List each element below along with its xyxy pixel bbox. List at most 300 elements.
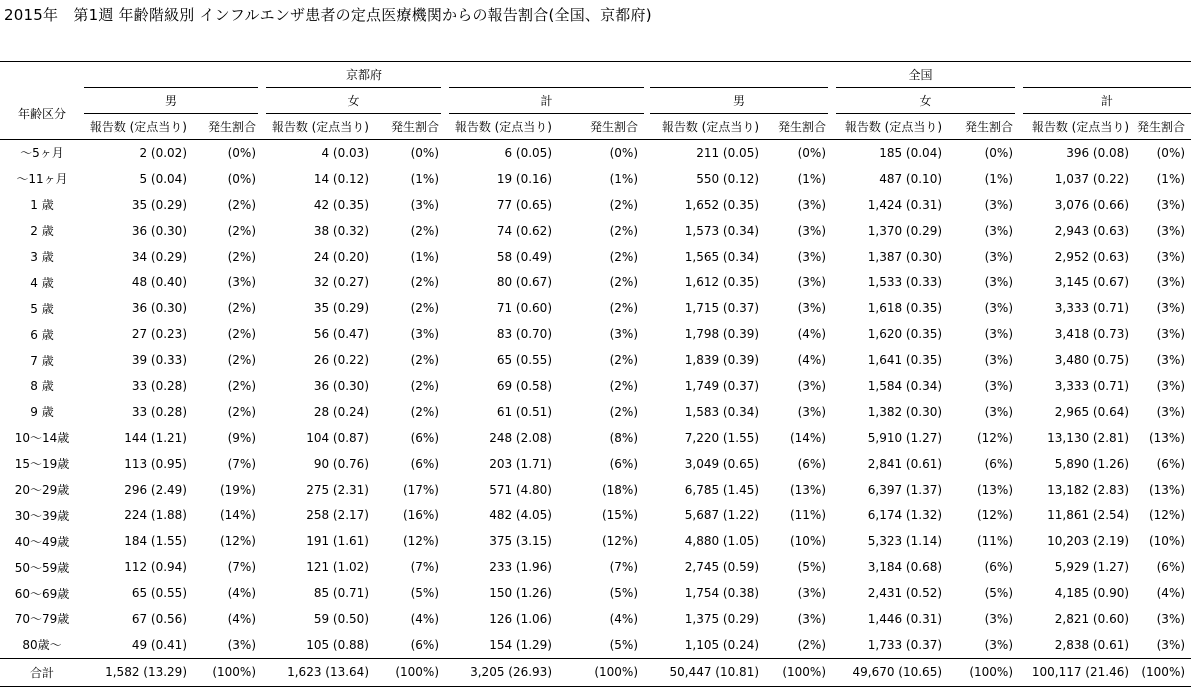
report-count-cell: 104 (0.87) [306,430,369,445]
report-count-cell: 105 (0.88) [306,637,369,652]
occurrence-rate-cell: (100%) [375,658,445,686]
occurrence-rate-cell: (2%) [227,378,256,393]
occurrence-rate-cell: (2%) [410,275,439,290]
report-count-cell: 59 (0.50) [313,611,369,626]
column-header-rate: 発生割合 [765,114,832,140]
occurrence-rate-cell: (3%) [984,637,1014,652]
report-count-cell: 5,323 (1.14) [867,534,943,549]
report-count-cell: 4 (0.03) [321,145,369,160]
occurrence-rate-cell: (2%) [609,249,639,264]
report-count-cell: 113 (0.95) [124,456,187,471]
occurrence-rate-cell: (3%) [1156,353,1186,368]
report-count-cell: 1,037 (0.22) [1054,171,1130,186]
report-count-cell: 2,841 (0.61) [867,456,943,471]
table-row [0,502,1191,528]
occurrence-rate-cell: (3%) [984,301,1014,316]
occurrence-rate-cell: (7%) [227,456,256,471]
report-count-cell: 2,745 (0.59) [684,560,760,575]
report-count-cell: 7,220 (1.55) [684,430,760,445]
table-row [0,451,1191,477]
report-count-cell: 2,952 (0.63) [1054,249,1130,264]
occurrence-rate-cell: (3%) [1156,301,1186,316]
influenza-report-table [0,61,1191,687]
report-count-cell: 396 (0.08) [1066,145,1130,160]
report-count-cell: 42 (0.35) [313,197,369,212]
occurrence-rate-cell: (100%) [1135,658,1191,686]
occurrence-rate-cell: (6%) [984,560,1014,575]
sex-header-male-national: 男 [650,88,832,114]
report-count-cell: 1,652 (0.35) [684,197,760,212]
report-count-cell: 50,447 (10.81) [650,658,765,686]
occurrence-rate-cell: (2%) [609,378,639,393]
report-count-cell: 550 (0.12) [696,171,760,186]
sex-header-total-national: 計 [1019,88,1191,114]
occurrence-rate-cell: (4%) [797,327,827,342]
age-group-label: 3 歳 [30,250,54,264]
occurrence-rate-cell: (3%) [797,275,827,290]
occurrence-rate-cell: (2%) [609,275,639,290]
occurrence-rate-cell: (100%) [558,658,644,686]
occurrence-rate-cell: (5%) [984,586,1014,601]
occurrence-rate-cell: (2%) [227,404,256,419]
report-count-cell: 275 (2.31) [306,482,369,497]
report-count-cell: 38 (0.32) [313,223,369,238]
report-count-cell: 4,880 (1.05) [684,534,760,549]
occurrence-rate-cell: (6%) [410,456,439,471]
occurrence-rate-cell: (2%) [410,353,439,368]
age-group-label: 5 歳 [30,301,54,316]
occurrence-rate-cell: (3%) [797,378,827,393]
report-count-cell: 1,798 (0.39) [684,327,760,342]
occurrence-rate-cell: (2%) [410,223,439,238]
report-count-cell: 2 (0.02) [139,145,187,160]
occurrence-rate-cell: (3%) [797,249,827,264]
occurrence-rate-cell: (0%) [984,145,1014,160]
report-count-cell: 184 (1.55) [124,534,187,549]
occurrence-rate-cell: (2%) [227,353,256,368]
occurrence-rate-cell: (12%) [402,534,439,549]
column-header-rate: 発生割合 [948,114,1019,140]
occurrence-rate-cell: (11%) [976,534,1014,549]
report-count-cell: 5 (0.04) [139,171,187,186]
age-group-label: 6 歳 [30,327,54,342]
occurrence-rate-cell: (1%) [797,171,827,186]
report-count-cell: 49 (0.41) [131,637,187,652]
table-row [0,295,1191,321]
age-group-label: 〜5ヶ月 [20,146,64,161]
report-count-cell: 126 (1.06) [489,611,552,626]
age-group-label: 15〜19歳 [14,457,70,472]
occurrence-rate-cell: (13%) [1148,430,1186,445]
report-count-cell: 3,205 (26.93) [445,658,558,686]
report-count-cell: 1,582 (13.29) [84,658,193,686]
occurrence-rate-cell: (2%) [227,197,256,212]
region-kyoto: 京都府 [84,62,644,88]
occurrence-rate-cell: (11%) [789,508,827,523]
occurrence-rate-cell: (2%) [609,353,639,368]
table-row [0,373,1191,399]
report-count-cell: 3,418 (0.73) [1054,327,1130,342]
sex-header-male-kyoto: 男 [84,88,262,114]
report-count-cell: 1,618 (0.35) [867,301,943,316]
report-count-cell: 36 (0.30) [313,378,369,393]
sex-header-female-national: 女 [832,88,1019,114]
report-count-cell: 32 (0.27) [313,275,369,290]
occurrence-rate-cell: (10%) [1148,534,1186,549]
occurrence-rate-cell: (2%) [227,223,256,238]
table-row [0,166,1191,192]
report-count-cell: 2,838 (0.61) [1054,637,1130,652]
report-count-cell: 1,839 (0.39) [684,353,760,368]
occurrence-rate-cell: (2%) [609,404,639,419]
region-header-row [0,62,1191,88]
report-count-cell: 482 (4.05) [489,508,552,523]
report-count-cell: 19 (0.16) [496,171,552,186]
report-count-cell: 1,754 (0.38) [684,586,760,601]
occurrence-rate-cell: (100%) [948,658,1019,686]
report-count-cell: 112 (0.94) [124,560,187,575]
report-count-cell: 571 (4.80) [489,482,552,497]
report-count-cell: 185 (0.04) [879,145,943,160]
report-count-cell: 6,174 (1.32) [867,508,943,523]
report-count-cell: 121 (1.02) [306,560,369,575]
age-group-label: 20〜29歳 [14,483,70,498]
report-count-cell: 65 (0.55) [496,353,552,368]
table-row [0,192,1191,218]
region-national: 全国 [650,62,1191,88]
report-count-cell: 1,620 (0.35) [867,327,943,342]
occurrence-rate-cell: (5%) [609,586,639,601]
column-header-rate: 発生割合 [1135,114,1191,140]
occurrence-rate-cell: (6%) [1156,456,1186,471]
occurrence-rate-cell: (0%) [797,145,827,160]
report-count-cell: 154 (1.29) [489,637,552,652]
report-count-cell: 13,182 (2.83) [1047,482,1130,497]
table-row [0,606,1191,632]
table-row [0,321,1191,347]
table-row [0,425,1191,451]
report-count-cell: 3,145 (0.67) [1054,275,1130,290]
table-row [0,218,1191,244]
column-header-count: 報告数 (定点当り) [84,114,193,140]
report-count-cell: 487 (0.10) [879,171,943,186]
occurrence-rate-cell: (6%) [797,456,827,471]
report-count-cell: 296 (2.49) [124,482,187,497]
occurrence-rate-cell: (14%) [219,508,256,523]
table-row [0,528,1191,554]
column-header-count: 報告数 (定点当り) [650,114,765,140]
occurrence-rate-cell: (12%) [219,534,256,549]
occurrence-rate-cell: (3%) [797,301,827,316]
total-label: 合計 [0,658,84,686]
occurrence-rate-cell: (3%) [797,197,827,212]
report-count-cell: 49,670 (10.65) [832,658,948,686]
sex-header-row [0,88,1191,114]
column-header-row [0,114,1191,140]
report-count-cell: 5,929 (1.27) [1054,560,1130,575]
occurrence-rate-cell: (3%) [227,637,256,652]
occurrence-rate-cell: (13%) [976,482,1014,497]
report-count-cell: 224 (1.88) [124,508,187,523]
occurrence-rate-cell: (7%) [609,560,639,575]
age-group-label: 40〜49歳 [14,534,70,549]
table-row [0,632,1191,658]
occurrence-rate-cell: (3%) [1156,637,1186,652]
report-count-cell: 4,185 (0.90) [1054,586,1130,601]
report-count-cell: 58 (0.49) [496,249,552,264]
occurrence-rate-cell: (5%) [609,637,639,652]
occurrence-rate-cell: (4%) [227,611,256,626]
occurrence-rate-cell: (7%) [410,560,439,575]
occurrence-rate-cell: (2%) [410,301,439,316]
report-count-cell: 2,821 (0.60) [1054,611,1130,626]
age-group-label: 1 歳 [30,198,54,213]
occurrence-rate-cell: (6%) [1156,560,1186,575]
occurrence-rate-cell: (14%) [789,430,827,445]
occurrence-rate-cell: (13%) [1148,482,1186,497]
occurrence-rate-cell: (10%) [789,534,827,549]
occurrence-rate-cell: (2%) [227,249,256,264]
report-count-cell: 191 (1.61) [306,534,369,549]
table-row [0,244,1191,270]
report-count-cell: 1,446 (0.31) [867,611,943,626]
report-count-cell: 1,733 (0.37) [867,637,943,652]
report-count-cell: 203 (1.71) [489,456,552,471]
report-count-cell: 3,049 (0.65) [684,456,760,471]
age-group-label: 50〜59歳 [14,560,70,575]
report-count-cell: 1,382 (0.30) [867,404,943,419]
occurrence-rate-cell: (1%) [1156,171,1186,186]
report-count-cell: 1,565 (0.34) [684,249,760,264]
occurrence-rate-cell: (5%) [797,560,827,575]
occurrence-rate-cell: (1%) [984,171,1014,186]
occurrence-rate-cell: (3%) [984,327,1014,342]
report-count-cell: 248 (2.08) [489,430,552,445]
occurrence-rate-cell: (9%) [227,430,256,445]
age-group-label: 2 歳 [30,224,54,239]
occurrence-rate-cell: (0%) [609,145,639,160]
report-count-cell: 6 (0.05) [504,145,552,160]
report-count-cell: 1,641 (0.35) [867,353,943,368]
report-count-cell: 77 (0.65) [496,197,552,212]
occurrence-rate-cell: (6%) [609,456,639,471]
occurrence-rate-cell: (16%) [402,508,439,523]
occurrence-rate-cell: (3%) [984,404,1014,419]
report-count-cell: 35 (0.29) [131,197,187,212]
occurrence-rate-cell: (8%) [609,430,639,445]
report-count-cell: 1,105 (0.24) [684,637,760,652]
occurrence-rate-cell: (2%) [609,197,639,212]
report-count-cell: 375 (3.15) [489,534,552,549]
age-header: 年齢区分 [0,88,84,140]
occurrence-rate-cell: (6%) [410,637,439,652]
report-count-cell: 2,943 (0.63) [1054,223,1130,238]
occurrence-rate-cell: (3%) [609,327,639,342]
column-header-rate: 発生割合 [375,114,445,140]
column-header-rate: 発生割合 [558,114,644,140]
report-count-cell: 24 (0.20) [313,249,369,264]
occurrence-rate-cell: (3%) [1156,249,1186,264]
occurrence-rate-cell: (2%) [797,637,827,652]
report-count-cell: 1,370 (0.29) [867,223,943,238]
report-count-cell: 3,076 (0.66) [1054,197,1130,212]
occurrence-rate-cell: (1%) [609,171,639,186]
occurrence-rate-cell: (13%) [789,482,827,497]
occurrence-rate-cell: (2%) [609,223,639,238]
report-count-cell: 13,130 (2.81) [1047,430,1130,445]
occurrence-rate-cell: (2%) [410,378,439,393]
report-count-cell: 2,431 (0.52) [867,586,943,601]
occurrence-rate-cell: (4%) [609,611,639,626]
report-count-cell: 90 (0.76) [313,456,369,471]
report-count-cell: 1,573 (0.34) [684,223,760,238]
occurrence-rate-cell: (18%) [601,482,639,497]
table-row [0,477,1191,503]
occurrence-rate-cell: (7%) [227,560,256,575]
report-count-cell: 69 (0.58) [496,378,552,393]
report-count-cell: 28 (0.24) [313,404,369,419]
report-count-cell: 85 (0.71) [313,586,369,601]
report-count-cell: 233 (1.96) [489,560,552,575]
occurrence-rate-cell: (3%) [1156,327,1186,342]
report-count-cell: 1,623 (13.64) [262,658,375,686]
report-count-cell: 1,583 (0.34) [684,404,760,419]
occurrence-rate-cell: (3%) [797,586,827,601]
report-count-cell: 5,910 (1.27) [867,430,943,445]
occurrence-rate-cell: (1%) [410,249,439,264]
report-count-cell: 211 (0.05) [696,145,760,160]
age-group-label: 60〜69歳 [14,586,70,601]
report-count-cell: 3,184 (0.68) [867,560,943,575]
occurrence-rate-cell: (0%) [227,171,256,186]
report-count-cell: 6,785 (1.45) [684,482,760,497]
report-count-cell: 36 (0.30) [131,301,187,316]
report-count-cell: 67 (0.56) [131,611,187,626]
report-count-cell: 33 (0.28) [131,378,187,393]
report-count-cell: 10,203 (2.19) [1047,534,1130,549]
occurrence-rate-cell: (3%) [227,275,256,290]
occurrence-rate-cell: (12%) [1148,508,1186,523]
occurrence-rate-cell: (3%) [984,378,1014,393]
report-count-cell: 80 (0.67) [496,275,552,290]
occurrence-rate-cell: (12%) [976,508,1014,523]
report-count-cell: 61 (0.51) [496,404,552,419]
report-count-cell: 1,424 (0.31) [867,197,943,212]
occurrence-rate-cell: (3%) [1156,223,1186,238]
report-count-cell: 1,715 (0.37) [684,301,760,316]
report-count-cell: 5,687 (1.22) [684,508,760,523]
report-count-cell: 36 (0.30) [131,223,187,238]
occurrence-rate-cell: (4%) [797,353,827,368]
occurrence-rate-cell: (3%) [797,404,827,419]
occurrence-rate-cell: (3%) [1156,611,1186,626]
occurrence-rate-cell: (17%) [402,482,439,497]
age-group-label: 7 歳 [30,353,54,368]
occurrence-rate-cell: (3%) [410,197,439,212]
report-count-cell: 35 (0.29) [313,301,369,316]
column-header-count: 報告数 (定点当り) [262,114,375,140]
report-count-cell: 258 (2.17) [306,508,369,523]
report-count-cell: 27 (0.23) [131,327,187,342]
occurrence-rate-cell: (3%) [410,327,439,342]
report-count-cell: 1,375 (0.29) [684,611,760,626]
age-group-label: 4 歳 [30,275,54,290]
report-count-cell: 3,480 (0.75) [1054,353,1130,368]
occurrence-rate-cell: (19%) [219,482,256,497]
total-row [0,658,1191,686]
report-count-cell: 150 (1.26) [489,586,552,601]
occurrence-rate-cell: (0%) [410,145,439,160]
occurrence-rate-cell: (3%) [984,223,1014,238]
occurrence-rate-cell: (100%) [765,658,832,686]
occurrence-rate-cell: (3%) [1156,275,1186,290]
age-group-label: 8 歳 [30,379,54,394]
column-header-rate: 発生割合 [193,114,262,140]
report-count-cell: 5,890 (1.26) [1054,456,1130,471]
occurrence-rate-cell: (1%) [410,171,439,186]
occurrence-rate-cell: (15%) [601,508,639,523]
occurrence-rate-cell: (3%) [1156,378,1186,393]
report-count-cell: 3,333 (0.71) [1054,301,1130,316]
report-count-cell: 1,387 (0.30) [867,249,943,264]
report-count-cell: 1,749 (0.37) [684,378,760,393]
age-group-label: 80歳〜 [22,638,62,653]
report-count-cell: 48 (0.40) [131,275,187,290]
report-count-cell: 39 (0.33) [131,353,187,368]
report-count-cell: 3,333 (0.71) [1054,378,1130,393]
table-row [0,347,1191,373]
occurrence-rate-cell: (2%) [227,301,256,316]
occurrence-rate-cell: (100%) [193,658,262,686]
report-count-cell: 1,533 (0.33) [867,275,943,290]
occurrence-rate-cell: (4%) [227,586,256,601]
occurrence-rate-cell: (3%) [984,275,1014,290]
age-group-label: 9 歳 [30,405,54,420]
column-header-count: 報告数 (定点当り) [445,114,558,140]
sex-header-female-kyoto: 女 [262,88,445,114]
age-group-label: 70〜79歳 [14,612,70,627]
report-count-cell: 71 (0.60) [496,301,552,316]
occurrence-rate-cell: (3%) [1156,404,1186,419]
occurrence-rate-cell: (4%) [410,611,439,626]
column-header-count: 報告数 (定点当り) [1019,114,1135,140]
page-title: 2015年 第1週 年齢階級別 インフルエンザ患者の定点医療機関からの報告割合(全国、京都府) [4,6,652,24]
table-row [0,554,1191,580]
sex-header-total-kyoto: 計 [445,88,644,114]
table-row [0,140,1191,166]
occurrence-rate-cell: (12%) [976,430,1014,445]
occurrence-rate-cell: (2%) [410,404,439,419]
occurrence-rate-cell: (3%) [984,197,1014,212]
occurrence-rate-cell: (0%) [1156,145,1186,160]
occurrence-rate-cell: (3%) [984,353,1014,368]
occurrence-rate-cell: (6%) [410,430,439,445]
table-row [0,269,1191,295]
report-count-cell: 144 (1.21) [124,430,187,445]
report-count-cell: 2,965 (0.64) [1054,404,1130,419]
report-count-cell: 11,861 (2.54) [1047,508,1130,523]
occurrence-rate-cell: (3%) [797,611,827,626]
occurrence-rate-cell: (2%) [227,327,256,342]
report-count-cell: 6,397 (1.37) [867,482,943,497]
occurrence-rate-cell: (3%) [984,249,1014,264]
table-row [0,580,1191,606]
report-count-cell: 1,612 (0.35) [684,275,760,290]
occurrence-rate-cell: (3%) [797,223,827,238]
occurrence-rate-cell: (3%) [984,611,1014,626]
occurrence-rate-cell: (0%) [227,145,256,160]
occurrence-rate-cell: (2%) [609,301,639,316]
